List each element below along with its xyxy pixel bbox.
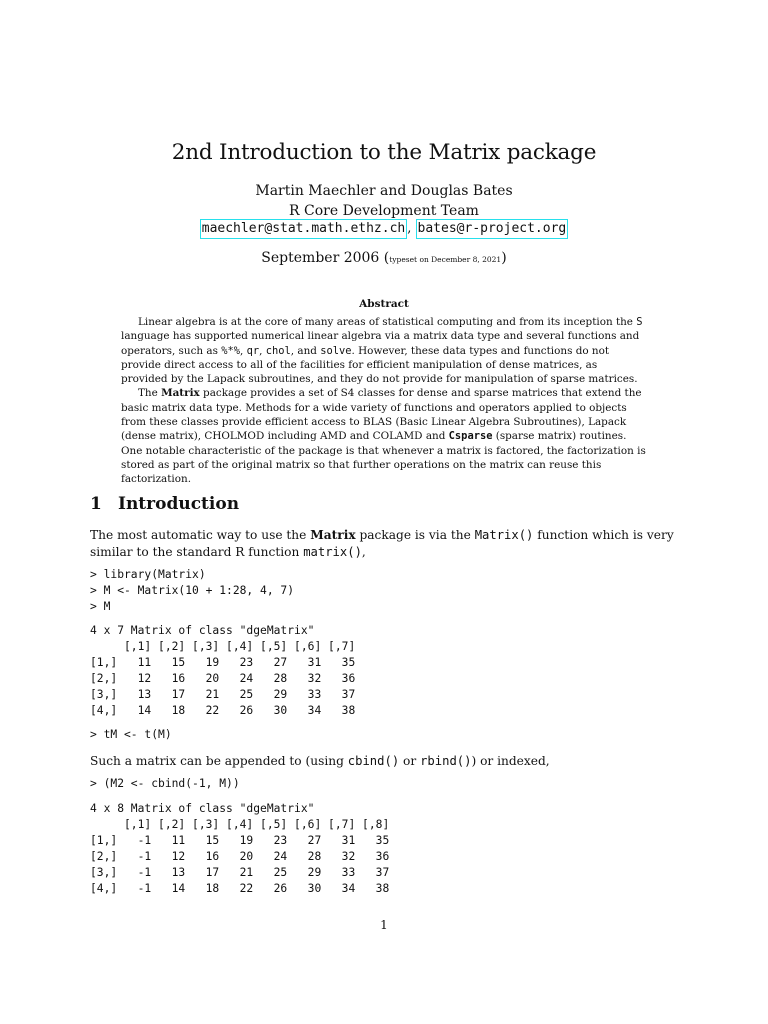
abstract-heading: Abstract bbox=[359, 298, 409, 310]
author-block bbox=[0, 181, 768, 221]
cbind-paragraph: Such a matrix can be appended to (using cbind() or rbind()) or indexed, bbox=[90, 754, 550, 768]
email-link-bates[interactable]: bates@r-project.org bbox=[416, 219, 569, 239]
intro-paragraph: The most automatic way to use the Matrix package is via the Matrix() function which is very similar to the standard R function matrix(), bbox=[90, 528, 674, 559]
abstract-paragraph-1: Linear algebra is at the core of many areas of statistical computing and from its inception the S language has supported numerical linear algebra via a matrix data type and several functions and operators, such as %*%, qr, chol, and solve. However, these data types and functions do not provide direct access to all of the facilities for efficient manipulation of dense matrices, as provided by the Lapack subroutines, and they do not provide for manipulation of sparse matrices. bbox=[121, 316, 643, 386]
code-input-block-3: > (M2 <- cbind(-1, M)) bbox=[90, 777, 240, 790]
typeset-note: (typeset on December 8, 2021) bbox=[383, 250, 507, 266]
code-input-block-2: > tM <- t(M) bbox=[90, 728, 172, 741]
paper-title: 2nd Introduction to the Matrix package bbox=[171, 140, 597, 165]
abstract-body bbox=[121, 315, 646, 487]
date-line bbox=[0, 250, 768, 266]
email-link-maechler[interactable]: maechler@stat.math.ethz.ch bbox=[200, 219, 408, 239]
section-number: 1 bbox=[90, 494, 102, 514]
email-block bbox=[0, 219, 768, 239]
affiliation: R Core Development Team bbox=[289, 203, 479, 219]
abstract-paragraph-2: The Matrix package provides a set of S4 classes for dense and sparse matrices that extend the basic matrix data type. Methods for a wide variety of functions and operators applied to objects from these classes provide efficient access to BLAS (Basic Linear Algebra Subroutines), Lapack (dense matrix), CHOLMOD including AMD and COLAMD and Csparse (sparse matrix) routines. One notable characteristic of the package is that whenever a matrix is factored, the factorization is stored as part of the original matrix so that further operations on the matrix can reuse this factorization. bbox=[121, 387, 646, 486]
section-heading-introduction bbox=[90, 494, 239, 514]
code-output-block-1: 4 x 7 Matrix of class "dgeMatrix" [,1] [,2] [,3] [,4] [,5] [,6] [,7] [1,] 11 15 19 23 27 31 35 [2,] 12 16 20 24 28 32 36 [3,] 13 17 21 25 29 33 37 [4,] 14 18 22 26 30 34 38 bbox=[90, 624, 356, 717]
publication-date: September 2006 bbox=[261, 250, 380, 266]
section-title: Introduction bbox=[118, 494, 240, 514]
email-separator: , bbox=[407, 221, 412, 236]
page-number: 1 bbox=[380, 918, 388, 932]
code-output-block-3: 4 x 8 Matrix of class "dgeMatrix" [,1] [,2] [,3] [,4] [,5] [,6] [,7] [,8] [1,] -1 11 15 19 23 27 31 35 [2,] -1 12 16 20 24 28 32 36 [3,] -1 13 17 21 25 29 33 37 [4,] -1 14 18 22 26 30 34 38 bbox=[90, 802, 390, 895]
author-names: Martin Maechler and Douglas Bates bbox=[255, 183, 513, 199]
code-input-block-1: > library(Matrix) > M <- Matrix(10 + 1:28, 4, 7) > M bbox=[90, 568, 295, 613]
